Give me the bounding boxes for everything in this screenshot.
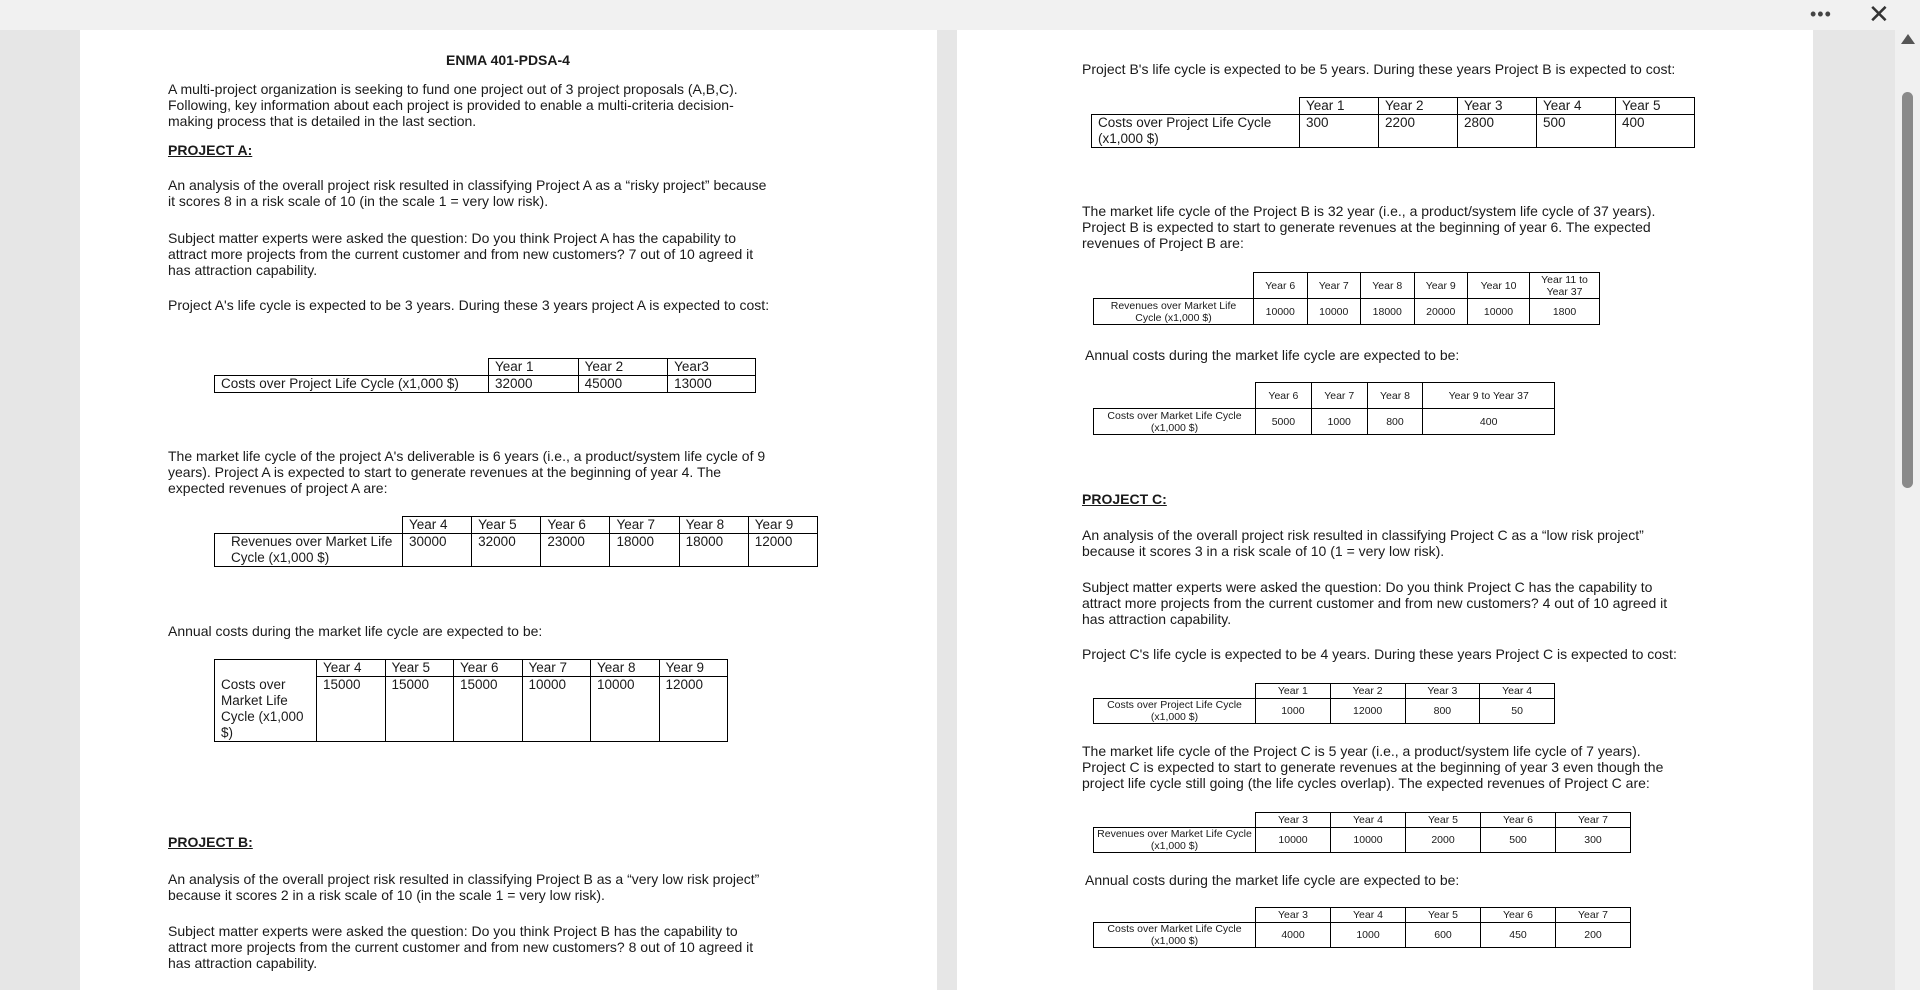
table-cell: 1000 (1311, 409, 1367, 435)
table-cell: 18000 (679, 534, 748, 567)
table-cell: 800 (1367, 409, 1423, 435)
table-cell: 10000 (1307, 299, 1361, 325)
project-a-annual-costs-intro: Annual costs during the market life cycle are expected to be: (168, 623, 543, 639)
vertical-scrollbar[interactable] (1895, 30, 1920, 990)
table-cell: 18000 (610, 534, 679, 567)
table-header: Year 7 (610, 517, 679, 534)
table-header: Year 7 (1307, 273, 1361, 299)
table-cell: 32000 (472, 534, 541, 567)
table-cell: 30000 (403, 534, 472, 567)
project-c-market-line-3: project life cycle still going (the life cycles overlap). The expected revenues of Project C are: (1082, 775, 1650, 791)
table-header: Year 5 (1406, 813, 1481, 828)
table-cell: 500 (1537, 115, 1616, 148)
document-page-left (80, 30, 937, 990)
table-cell: 23000 (541, 534, 610, 567)
project-a-attract-line-1: Subject matter experts were asked the question: Do you think Project A has the capability to (168, 230, 737, 246)
table-header: Year 10 (1468, 273, 1530, 299)
table-row-label: Revenues over Market Life Cycle (x1,000 $) (1094, 299, 1254, 325)
table-header: Year 4 (1331, 908, 1406, 923)
table-header: Year 9 to Year 37 (1423, 383, 1555, 409)
project-c-life-cycle: Project C's life cycle is expected to be 4 years. During these years Project C is expected to cost: (1082, 646, 1677, 662)
table-cell: 400 (1616, 115, 1695, 148)
table-cell: 300 (1556, 828, 1631, 853)
project-b-market-line-1: The market life cycle of the Project B is 32 year (i.e., a product/system life cycle of 37 years). (1082, 203, 1656, 219)
table-header: Year 1 (489, 359, 579, 376)
table-cell: 450 (1481, 923, 1556, 948)
table-cell: 45000 (578, 376, 668, 393)
table-cell: 10000 (591, 677, 660, 742)
table-header: Year 7 (1556, 908, 1631, 923)
table-row-label: Costs over Project Life Cycle (x1,000 $) (1092, 115, 1300, 148)
project-a-revenue-table (214, 516, 818, 567)
table-header: Year 9 (1414, 273, 1468, 299)
project-b-heading: PROJECT B: (168, 834, 253, 850)
table-cell: 600 (1406, 923, 1481, 948)
table-header: Year 1 (1256, 684, 1331, 699)
project-b-cost-table (1091, 97, 1695, 148)
project-a-cost-table (214, 358, 756, 393)
table-header: Year 4 (403, 517, 472, 534)
intro-line-2: Following, key information about each project is provided to enable a multi-criteria decision- (168, 97, 734, 113)
table-header: Year 3 (1405, 684, 1480, 699)
table-cell: 1800 (1530, 299, 1600, 325)
table-cell: 20000 (1414, 299, 1468, 325)
document-title: ENMA 401-PDSA-4 (446, 52, 570, 68)
table-cell: 10000 (1331, 828, 1406, 853)
table-header: Year 6 (541, 517, 610, 534)
table-cell: 10000 (1256, 828, 1331, 853)
project-a-market-line-3: expected revenues of project A are: (168, 480, 388, 496)
table-header: Year 4 (1480, 684, 1555, 699)
table-header: Year 6 (1254, 273, 1308, 299)
table-cell: 4000 (1256, 923, 1331, 948)
project-b-market-line-3: revenues of Project B are: (1082, 235, 1244, 251)
project-c-market-line-1: The market life cycle of the Project C is 5 year (i.e., a product/system life cycle of 7 years). (1082, 743, 1641, 759)
table-header: Year 5 (1406, 908, 1481, 923)
table-header: Year 8 (1361, 273, 1415, 299)
table-header: Year 6 (1256, 383, 1312, 409)
table-header: Year 7 (1556, 813, 1631, 828)
intro-line-3: making process that is detailed in the last section. (168, 113, 477, 129)
project-c-market-line-2: Project C is expected to start to generate revenues at the beginning of year 3 even though the (1082, 759, 1664, 775)
table-header: Year 11 to Year 37 (1530, 273, 1600, 299)
project-a-market-line-2: years). Project A is expected to start to generate revenues at the beginning of year 4. The (168, 464, 722, 480)
table-header: Year 9 (748, 517, 817, 534)
table-cell: 15000 (454, 677, 523, 742)
table-cell: 5000 (1256, 409, 1312, 435)
table-cell: 32000 (489, 376, 579, 393)
table-row-label: Costs over Project Life Cycle (x1,000 $) (1094, 699, 1256, 724)
project-b-attract-line-3: has attraction capability. (168, 955, 318, 971)
table-header: Year 2 (1330, 684, 1405, 699)
table-cell: 50 (1480, 699, 1555, 724)
scrollbar-thumb[interactable] (1902, 92, 1913, 488)
table-cell: 2200 (1379, 115, 1458, 148)
project-c-heading: PROJECT C: (1082, 491, 1167, 507)
table-cell: 10000 (1468, 299, 1530, 325)
project-a-market-cost-table (214, 659, 728, 742)
table-row-label: Costs over Market Life Cycle (x1,000 $) (1094, 409, 1256, 435)
project-a-risk-line-2: it scores 8 in a risk scale of 10 (in the scale 1 = very low risk). (168, 193, 549, 209)
viewer-toolbar (0, 0, 1920, 30)
project-a-market-line-1: The market life cycle of the project A's deliverable is 6 years (i.e., a product/system life cycle of 9 (168, 448, 766, 464)
table-header: Year 6 (1481, 813, 1556, 828)
table-cell: 2800 (1458, 115, 1537, 148)
table-cell: 1000 (1256, 699, 1331, 724)
project-c-attract-line-1: Subject matter experts were asked the question: Do you think Project C has the capability to (1082, 579, 1653, 595)
project-a-heading: PROJECT A: (168, 142, 253, 158)
project-a-risk-line-1: An analysis of the overall project risk resulted in classifying Project A as a “risky project” because (168, 177, 767, 193)
table-cell: 200 (1556, 923, 1631, 948)
table-header: Year 6 (454, 660, 523, 677)
table-header: Year 4 (1331, 813, 1406, 828)
table-header: Year 9 (659, 660, 728, 677)
table-header: Year 7 (1311, 383, 1367, 409)
project-b-risk-line-1: An analysis of the overall project risk resulted in classifying Project B as a “very low risk project” (168, 871, 760, 887)
project-b-attract-line-1: Subject matter experts were asked the question: Do you think Project B has the capability to (168, 923, 738, 939)
table-header: Year 7 (522, 660, 591, 677)
table-header: Year 8 (679, 517, 748, 534)
document-page-right (957, 30, 1813, 990)
table-cell: 12000 (748, 534, 817, 567)
scroll-up-arrow-icon[interactable] (1901, 34, 1915, 44)
table-cell: 300 (1300, 115, 1379, 148)
table-header: Year 8 (591, 660, 660, 677)
table-header: Year3 (668, 359, 756, 376)
table-cell: 800 (1405, 699, 1480, 724)
table-cell: 15000 (317, 677, 386, 742)
project-b-annual-costs-intro: Annual costs during the market life cycle are expected to be: (1085, 347, 1460, 363)
project-c-annual-costs-intro: Annual costs during the market life cycle are expected to be: (1085, 872, 1460, 888)
project-c-market-cost-table (1093, 907, 1631, 948)
table-cell: 13000 (668, 376, 756, 393)
table-header: Year 4 (1537, 98, 1616, 115)
table-header: Year 6 (1481, 908, 1556, 923)
table-cell: 12000 (1330, 699, 1405, 724)
table-cell: 12000 (659, 677, 728, 742)
project-c-risk-line-1: An analysis of the overall project risk resulted in classifying Project C as a “low risk project” (1082, 527, 1644, 543)
table-cell: 1000 (1331, 923, 1406, 948)
table-header: Year 5 (472, 517, 541, 534)
table-header: Year 5 (385, 660, 454, 677)
table-cell: 400 (1423, 409, 1555, 435)
more-options-icon[interactable]: ••• (1810, 4, 1832, 24)
project-c-cost-table (1093, 683, 1555, 724)
project-b-revenue-table (1093, 272, 1600, 325)
table-cell: 15000 (385, 677, 454, 742)
table-row-label: Costs over Market Life Cycle (x1,000 $) (1094, 923, 1256, 948)
table-row-label: Costs over Market Life Cycle (x1,000 $) (215, 677, 317, 742)
table-header: Year 2 (578, 359, 668, 376)
project-a-attract-line-3: has attraction capability. (168, 262, 318, 278)
project-b-attract-line-2: attract more projects from the current customer and from new customers? 8 out of 10 agreed it (168, 939, 754, 955)
table-header: Year 4 (317, 660, 386, 677)
table-cell: 500 (1481, 828, 1556, 853)
table-header: Year 8 (1367, 383, 1423, 409)
table-cell: 18000 (1361, 299, 1415, 325)
project-b-market-line-2: Project B is expected to start to generate revenues at the beginning of year 6. The expected (1082, 219, 1651, 235)
table-cell: 2000 (1406, 828, 1481, 853)
project-c-attract-line-2: attract more projects from the current customer and from new customers? 4 out of 10 agreed it (1082, 595, 1668, 611)
project-c-revenue-table (1093, 812, 1631, 853)
table-cell: 10000 (522, 677, 591, 742)
close-icon[interactable]: ✕ (1868, 0, 1890, 30)
project-c-risk-line-2: because it scores 3 in a risk scale of 10 (1 = very low risk). (1082, 543, 1445, 559)
intro-line-1: A multi-project organization is seeking to fund one project out of 3 project proposals (A,B,C). (168, 81, 738, 97)
project-b-market-cost-table (1093, 382, 1555, 435)
table-row-label: Revenues over Market Life Cycle (x1,000 $) (215, 534, 403, 567)
project-b-risk-line-2: because it scores 2 in a risk scale of 10 (in the scale 1 = very low risk). (168, 887, 605, 903)
table-header: Year 3 (1256, 813, 1331, 828)
table-header: Year 3 (1256, 908, 1331, 923)
table-row-label: Revenues over Market Life Cycle (x1,000 $) (1094, 828, 1256, 853)
table-header: Year 3 (1458, 98, 1537, 115)
table-header: Year 1 (1300, 98, 1379, 115)
project-a-life-cycle: Project A's life cycle is expected to be 3 years. During these 3 years project A is expected to cost: (168, 297, 770, 313)
table-header: Year 5 (1616, 98, 1695, 115)
table-row-label: Costs over Project Life Cycle (x1,000 $) (215, 376, 489, 393)
table-cell: 10000 (1254, 299, 1308, 325)
project-c-attract-line-3: has attraction capability. (1082, 611, 1232, 627)
project-b-life-cycle: Project B's life cycle is expected to be 5 years. During these years Project B is expected to cost: (1082, 61, 1676, 77)
table-header: Year 2 (1379, 98, 1458, 115)
project-a-attract-line-2: attract more projects from the current customer and from new customers? 7 out of 10 agreed it (168, 246, 754, 262)
